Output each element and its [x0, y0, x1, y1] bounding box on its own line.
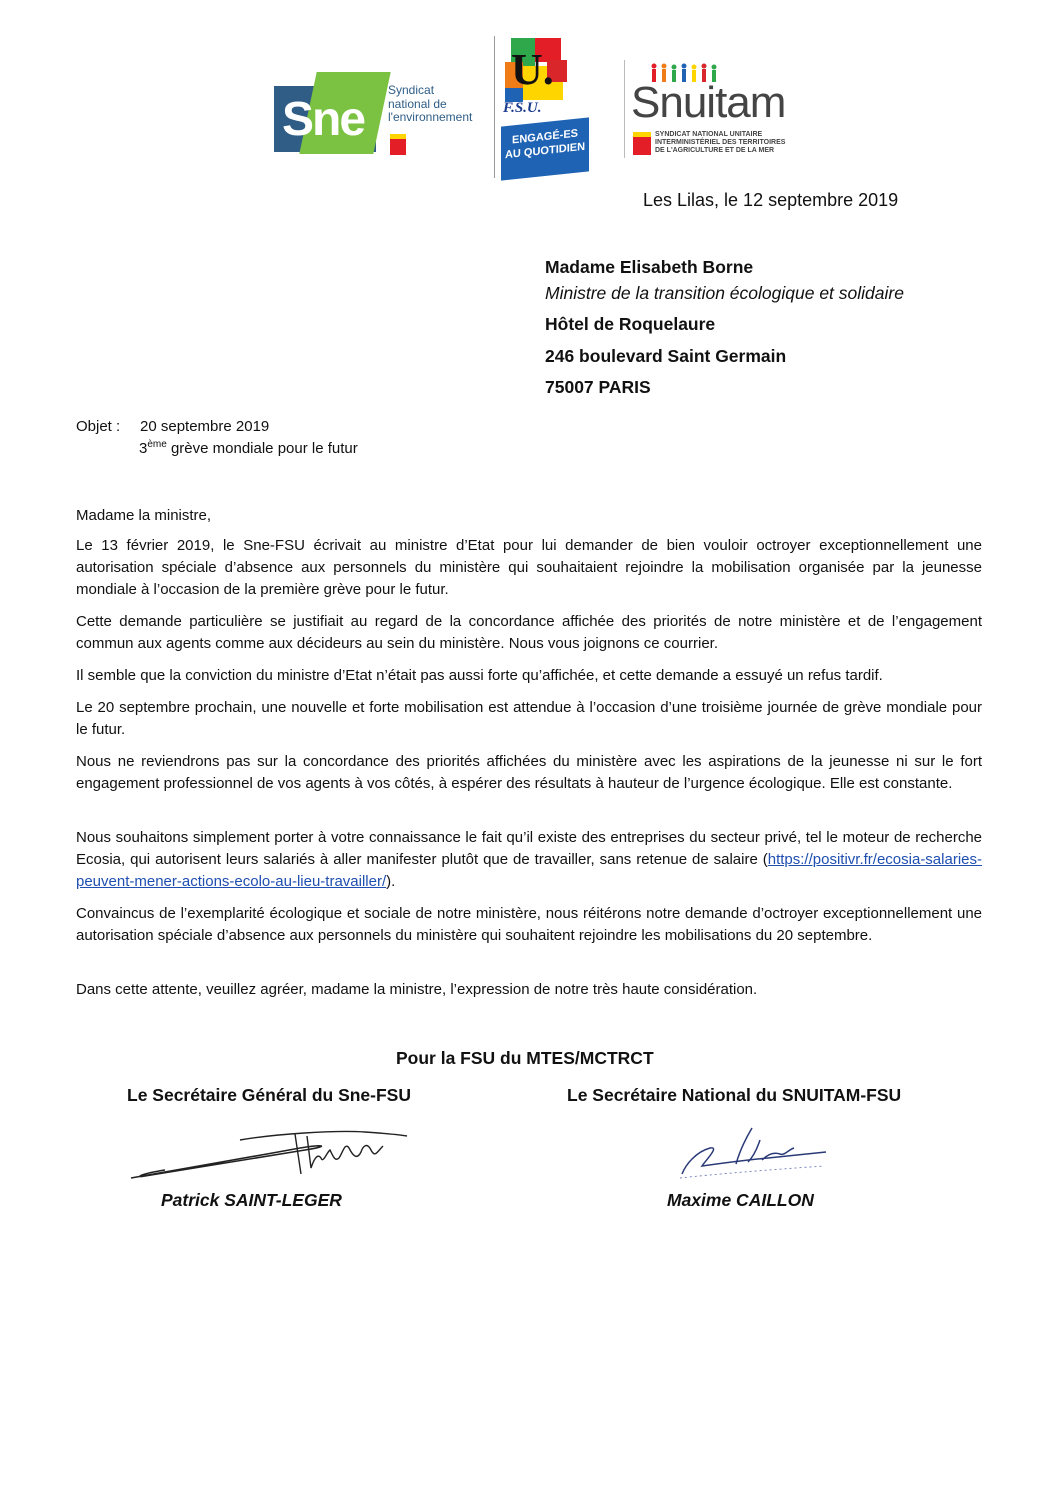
signature-patrick-saint-leger: [125, 1122, 410, 1184]
object-line-2: [139, 439, 358, 457]
paragraph: Le 20 septembre prochain, une nouvelle et forte mobilisation est attendue à l’occasion d’une troisième journée de grève mondiale pour le futur.: [76, 699, 982, 738]
signatory-role-right: Le Secrétaire National du SNUITAM-FSU: [567, 1085, 902, 1105]
sne-subtitle-line: Syndicat: [388, 83, 435, 97]
snuitam-logo: [624, 60, 805, 158]
object-ordinal-suffix: ème: [147, 439, 167, 450]
sne-logo-subtitle: [388, 84, 478, 125]
object-ordinal: 3: [139, 440, 148, 457]
fsu-logo: [494, 36, 591, 178]
salutation: Madame la ministre,: [76, 507, 212, 524]
snuitam-subtitle-line: INTERMINISTÉRIEL DES TERRITOIRES: [655, 139, 786, 146]
closing: Dans cette attente, veuillez agréer, madame la ministre, l’expression de notre très haute considération.: [76, 981, 758, 998]
signatory-role-left: Le Secrétaire Général du Sne-FSU: [127, 1085, 411, 1105]
snuitam-logo-subtitle: [655, 131, 785, 155]
paragraph: Cette demande particulière se justifiait au regard de la concordance affichée des priorités de notre ministère et de l’engagement commun aux agents comme aux décideurs au sein du ministère. Nous vous joignons ce courrier.: [76, 613, 982, 652]
recipient-building: Hôtel de Roquelaure: [545, 314, 716, 334]
paragraph: Il semble que la conviction du ministre d’Etat n’était pas aussi forte qu’affichée, et cette demande a essuyé un refus tardif.: [76, 667, 883, 684]
signatory-name-right: Maxime CAILLON: [667, 1190, 814, 1210]
fsu-mini-icon: [390, 134, 406, 155]
fsu-banner-line: AU QUOTIDIEN: [504, 140, 586, 162]
paragraph-with-link: [76, 827, 982, 893]
recipient-street: 246 boulevard Saint Germain: [545, 346, 787, 366]
snuitam-logo-mark: Snuitam: [631, 78, 786, 127]
letter-date: Les Lilas, le 12 septembre 2019: [643, 190, 899, 210]
paragraph-text: ).: [386, 873, 396, 890]
sne-subtitle-line: national de: [388, 96, 447, 111]
object-subject: grève mondiale pour le futur: [166, 440, 358, 457]
signature-header: Pour la FSU du MTES/MCTRCT: [396, 1048, 654, 1068]
sne-logo: [274, 72, 474, 158]
fsu-logo-mark: U.: [511, 45, 554, 94]
paragraph: Nous ne reviendrons pas sur la concordance des priorités affichées du ministère avec les aspirations de la jeunesse ni sur le fort engagement professionnel de vos agents à vos côtés, à espérer des résultats à hauteur de l’urgence écologique. Elle est constante.: [76, 753, 982, 792]
paragraph: Convaincus de l’exemplarité écologique et sociale de notre ministère, nous réitérons notre demande d’octroyer exceptionnellement une autorisation spéciale d’absence aux personnels du ministère qui souhaitent rejoindre les mobilisations du 20 septembre.: [76, 905, 982, 944]
paragraph: Le 13 février 2019, le Sne-FSU écrivait au ministre d’Etat pour lui demander de bien vouloir octroyer exceptionnellement une autorisation spéciale d’absence aux personnels du ministère qui souhaitaient rejoindre la mobilisation organisée par la jeunesse mondiale à l’occasion de la première grève pour le futur.: [76, 537, 982, 598]
snuitam-subtitle-line: DE L'AGRICULTURE ET DE LA MER: [655, 147, 775, 154]
recipient-name: Madame Elisabeth Borne: [545, 257, 754, 277]
signatory-name-left: Patrick SAINT-LEGER: [161, 1190, 342, 1210]
snuitam-subtitle-line: SYNDICAT NATIONAL UNITAIRE: [655, 131, 763, 138]
fsu-logo-banner: [501, 117, 589, 180]
fsu-mini-icon: [633, 132, 651, 155]
recipient-title: Ministre de la transition écologique et solidaire: [545, 283, 904, 303]
fsu-logo-name: F.S.U.: [503, 100, 542, 116]
paragraph-text: Nous souhaitons simplement porter à votre connaissance le fait qu’il existe des entreprises du secteur privé, tel le moteur de recherche Ecosia, qui autorisent leurs salariés à aller manifester plutôt que de travailler, sans retenue de salaire (: [76, 829, 982, 868]
sne-logo-mark: Sne: [282, 93, 365, 146]
object-line-1: 20 septembre 2019: [140, 418, 270, 435]
signature-maxime-caillon: [676, 1120, 832, 1182]
object-label: Objet :: [76, 418, 121, 435]
ecosia-article-link[interactable]: https://positivr.fr/ecosia-salaries-peuvent-mener-actions-ecolo-au-lieu-travailler/: [76, 851, 982, 890]
fsu-banner-line: ENGAGÉ-ES: [511, 127, 578, 147]
sne-subtitle-line: l'environnement: [388, 110, 473, 124]
recipient-city: 75007 PARIS: [545, 377, 651, 397]
